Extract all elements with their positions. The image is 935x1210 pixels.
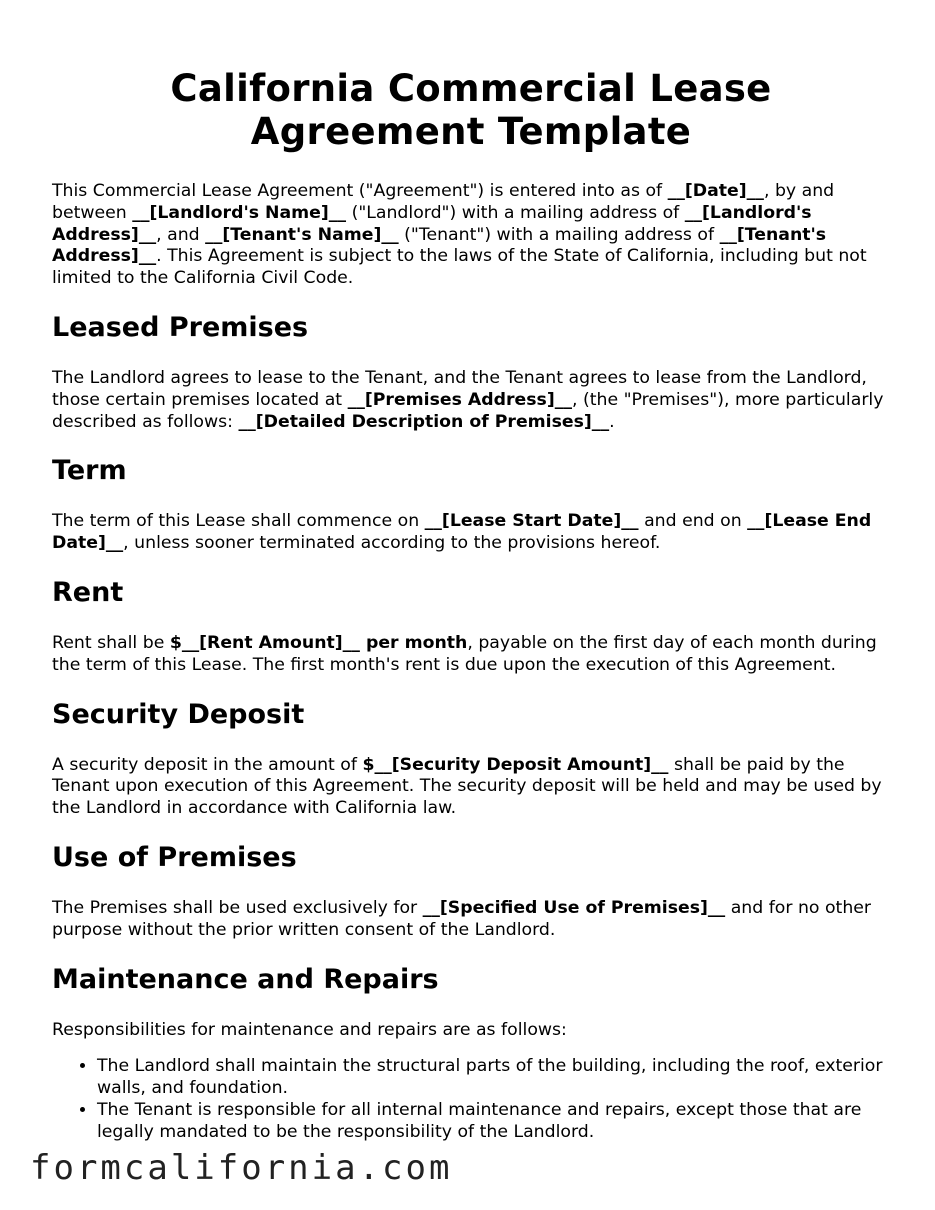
date-placeholder: __[Date]__ bbox=[667, 181, 764, 201]
premises-text-1: The Landlord agrees to lease to the Tenant, and the Tenant agrees to lease from the Landlord, those certain premises located at bbox=[52, 367, 867, 410]
term-text-2: and end on bbox=[638, 511, 748, 532]
landlord-address-placeholder: __[Landlord's Address]__ bbox=[52, 202, 812, 245]
premises-text-2: , (the "Premises"), more particularly described as follows: bbox=[52, 389, 884, 432]
rent-paragraph bbox=[52, 633, 890, 677]
deposit-text-2: shall be paid by the Tenant upon execution of this Agreement. The security deposit will be held and may be used by the Landlord in accordance with California law. bbox=[52, 754, 882, 819]
leased-premises-paragraph bbox=[52, 368, 890, 433]
list-item: • The Landlord shall maintain the structural parts of the building, including the roof, exterior walls, and foundation. bbox=[97, 1056, 890, 1100]
premises-text-3: . bbox=[609, 411, 615, 432]
security-deposit-heading: Security Deposit bbox=[52, 698, 305, 730]
rent-heading: Rent bbox=[52, 576, 124, 608]
intro-text-5: ("Tenant") with a mailing address of bbox=[398, 224, 720, 245]
leased-premises-heading: Leased Premises bbox=[52, 311, 309, 343]
term-paragraph bbox=[52, 511, 890, 555]
maintenance-list bbox=[52, 1056, 890, 1143]
intro-text-6: . This Agreement is subject to the laws of the State of California, including but not limited to the California Civil Code. bbox=[52, 246, 867, 289]
deposit-amount-placeholder: $__[Security Deposit Amount]__ bbox=[362, 754, 669, 775]
tenant-address-placeholder: __[Tenant's Address]__ bbox=[52, 224, 827, 267]
premises-description-placeholder: __[Detailed Description of Premises]__ bbox=[238, 411, 610, 432]
use-text-2: and for no other purpose without the prior written consent of the Landlord. bbox=[52, 897, 872, 940]
rent-text-1: Rent shall be bbox=[52, 632, 170, 653]
rent-text-2: , payable on the first day of each month during the term of this Lease. The first month's rent is due upon the execution of this Agreement. bbox=[52, 632, 877, 675]
use-of-premises-heading: Use of Premises bbox=[52, 841, 297, 873]
lease-end-placeholder: __[Lease End Date]__ bbox=[52, 511, 872, 554]
term-heading: Term bbox=[52, 455, 127, 487]
specified-use-placeholder: __[Specified Use of Premises]__ bbox=[422, 897, 726, 918]
watermark: formcalifornia.com bbox=[30, 1148, 453, 1188]
use-of-premises-paragraph bbox=[52, 898, 890, 942]
list-item: • The Tenant is responsible for all internal maintenance and repairs, except those that are legally mandated to be the responsibility of the Landlord. bbox=[97, 1100, 890, 1144]
term-text-1: The term of this Lease shall commence on bbox=[52, 511, 425, 532]
document-title: California Commercial Lease Agreement Template bbox=[170, 67, 772, 153]
intro-text-3: ("Landlord") with a mailing address of bbox=[346, 202, 685, 223]
use-text-1: The Premises shall be used exclusively for bbox=[52, 897, 423, 918]
intro-paragraph bbox=[52, 181, 890, 290]
intro-text-2: , by and between bbox=[52, 181, 835, 223]
intro-text-4: , and bbox=[156, 224, 206, 245]
landlord-name-placeholder: __[Landlord's Name]__ bbox=[132, 202, 347, 223]
security-deposit-paragraph bbox=[52, 755, 890, 820]
deposit-text-1: A security deposit in the amount of bbox=[52, 754, 363, 775]
tenant-name-placeholder: __[Tenant's Name]__ bbox=[205, 224, 399, 245]
rent-amount-placeholder: $__[Rent Amount]__ per month bbox=[169, 632, 468, 653]
intro-text-1: This Commercial Lease Agreement ("Agreement") is entered into as of bbox=[52, 181, 668, 201]
premises-address-placeholder: __[Premises Address]__ bbox=[347, 389, 573, 410]
lease-start-placeholder: __[Lease Start Date]__ bbox=[424, 511, 639, 532]
maintenance-heading: Maintenance and Repairs bbox=[52, 963, 439, 995]
term-text-3: , unless sooner terminated according to the provisions hereof. bbox=[123, 533, 661, 554]
maintenance-intro: Responsibilities for maintenance and repairs are as follows: bbox=[52, 1019, 567, 1040]
document-page bbox=[52, 0, 890, 1144]
